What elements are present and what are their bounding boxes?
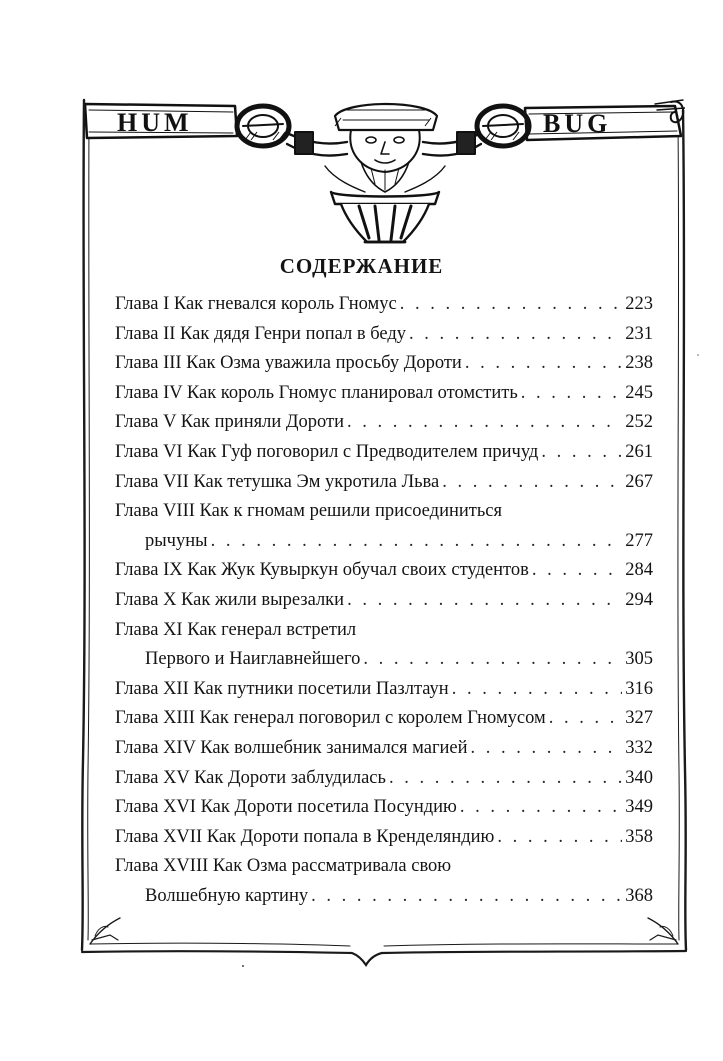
chapter-title: Глава VIII Как к гномам решили присоединиться	[115, 501, 503, 522]
toc-entry	[115, 349, 653, 379]
page-number: 294	[625, 590, 653, 610]
dot-leader	[465, 349, 622, 379]
page-number: 305	[625, 649, 653, 670]
dot-leader	[532, 556, 622, 586]
dot-leader	[211, 527, 623, 557]
page-number: 349	[625, 797, 653, 818]
dot-leader	[497, 823, 622, 853]
dot-leader	[541, 438, 622, 468]
page-number: 284	[625, 560, 653, 581]
toc-entry	[115, 556, 653, 586]
toc-entry	[115, 616, 653, 675]
chapter-title: Глава XI Как генерал встретил	[115, 619, 357, 640]
chapter-title-continued: рычуны	[145, 530, 208, 551]
page-number: 252	[625, 412, 653, 433]
toc-entry	[115, 468, 653, 498]
toc-entry	[115, 793, 653, 823]
toc-entry	[115, 852, 653, 911]
dot-leader	[521, 379, 622, 409]
chapter-title: Глава I Как гневался король Гномус	[115, 294, 397, 314]
dot-leader	[347, 586, 622, 616]
chapter-title: Глава III Как Озма уважила просьбу Дороти	[115, 353, 462, 374]
page-number: 223	[625, 294, 653, 314]
toc-entry	[115, 704, 653, 734]
dot-leader	[363, 645, 622, 675]
chapter-title: Глава X Как жили вырезалки	[115, 590, 345, 610]
dot-leader	[409, 320, 622, 350]
page-number: 340	[625, 767, 653, 788]
header-illustration	[85, 96, 685, 246]
dot-leader	[311, 882, 622, 912]
page-number: 238	[625, 353, 653, 374]
page-number: 327	[625, 708, 653, 729]
chapter-title: Глава IX Как Жук Кувыркун обучал своих студентов	[115, 560, 529, 581]
toc-entry	[115, 438, 653, 468]
toc-entry	[115, 408, 653, 438]
chapter-title: Глава XIII Как генерал поговорил с королем Гномусом	[115, 708, 546, 729]
page-number: 267	[625, 471, 653, 492]
chapter-title: Глава VI Как Гуф поговорил с Предводителем причуд	[115, 442, 539, 462]
chapter-title: Глава V Как приняли Дороти	[115, 412, 344, 433]
page-number: 245	[625, 382, 653, 403]
page-number: 231	[625, 323, 653, 344]
toc-entry	[115, 734, 653, 764]
dot-leader	[400, 290, 623, 320]
chapter-title: Глава VII Как тетушка Эм укротила Льва	[115, 471, 440, 492]
toc-entry	[115, 586, 653, 616]
toc-entry	[115, 379, 653, 409]
toc-entry	[115, 320, 653, 350]
chapter-title: Глава XVI Как Дороти посетила Посундию	[115, 797, 457, 818]
dot-leader	[452, 675, 623, 705]
toc-entry	[115, 290, 653, 320]
toc-entry	[115, 823, 653, 853]
banner-right-text: BUG	[543, 109, 612, 138]
chapter-title: Глава XIV Как волшебник занимался магией	[115, 738, 468, 758]
dot-leader	[471, 734, 623, 764]
chapter-title: Глава XV Как Дороти заблудилась	[115, 767, 386, 788]
toc-entry	[115, 675, 653, 705]
chapter-title: Глава IV Как король Гномус планировал отомстить	[115, 382, 518, 403]
banner-left-text: HUM	[117, 108, 193, 137]
dot-leader	[549, 704, 623, 734]
toc-title: СОДЕРЖАНИЕ	[279, 254, 444, 278]
page-number: 332	[625, 738, 653, 758]
page-number: 316	[625, 678, 653, 699]
chapter-title: Глава XII Как путники посетили Пазлтаун	[115, 678, 449, 699]
dot-leader	[389, 764, 622, 794]
page-number: 261	[625, 442, 653, 462]
chapter-title-continued: Первого и Наиглавнейшего	[145, 649, 361, 670]
page-number: 358	[625, 826, 653, 847]
chapter-title: Глава XVII Как Дороти попала в Кренделяндию	[115, 826, 495, 847]
toc-entry	[115, 764, 653, 794]
page-number: 277	[625, 530, 653, 551]
page-number: 368	[625, 885, 653, 906]
chapter-title-continued: Волшебную картину	[145, 885, 309, 906]
chapter-title: Глава II Как дядя Генри попал в беду	[115, 323, 407, 344]
dot-leader	[347, 408, 622, 438]
toc-entry	[115, 497, 653, 556]
dot-leader	[442, 468, 622, 498]
chapter-title: Глава XVIII Как Озма рассматривала свою	[115, 856, 452, 877]
dot-leader	[460, 793, 622, 823]
